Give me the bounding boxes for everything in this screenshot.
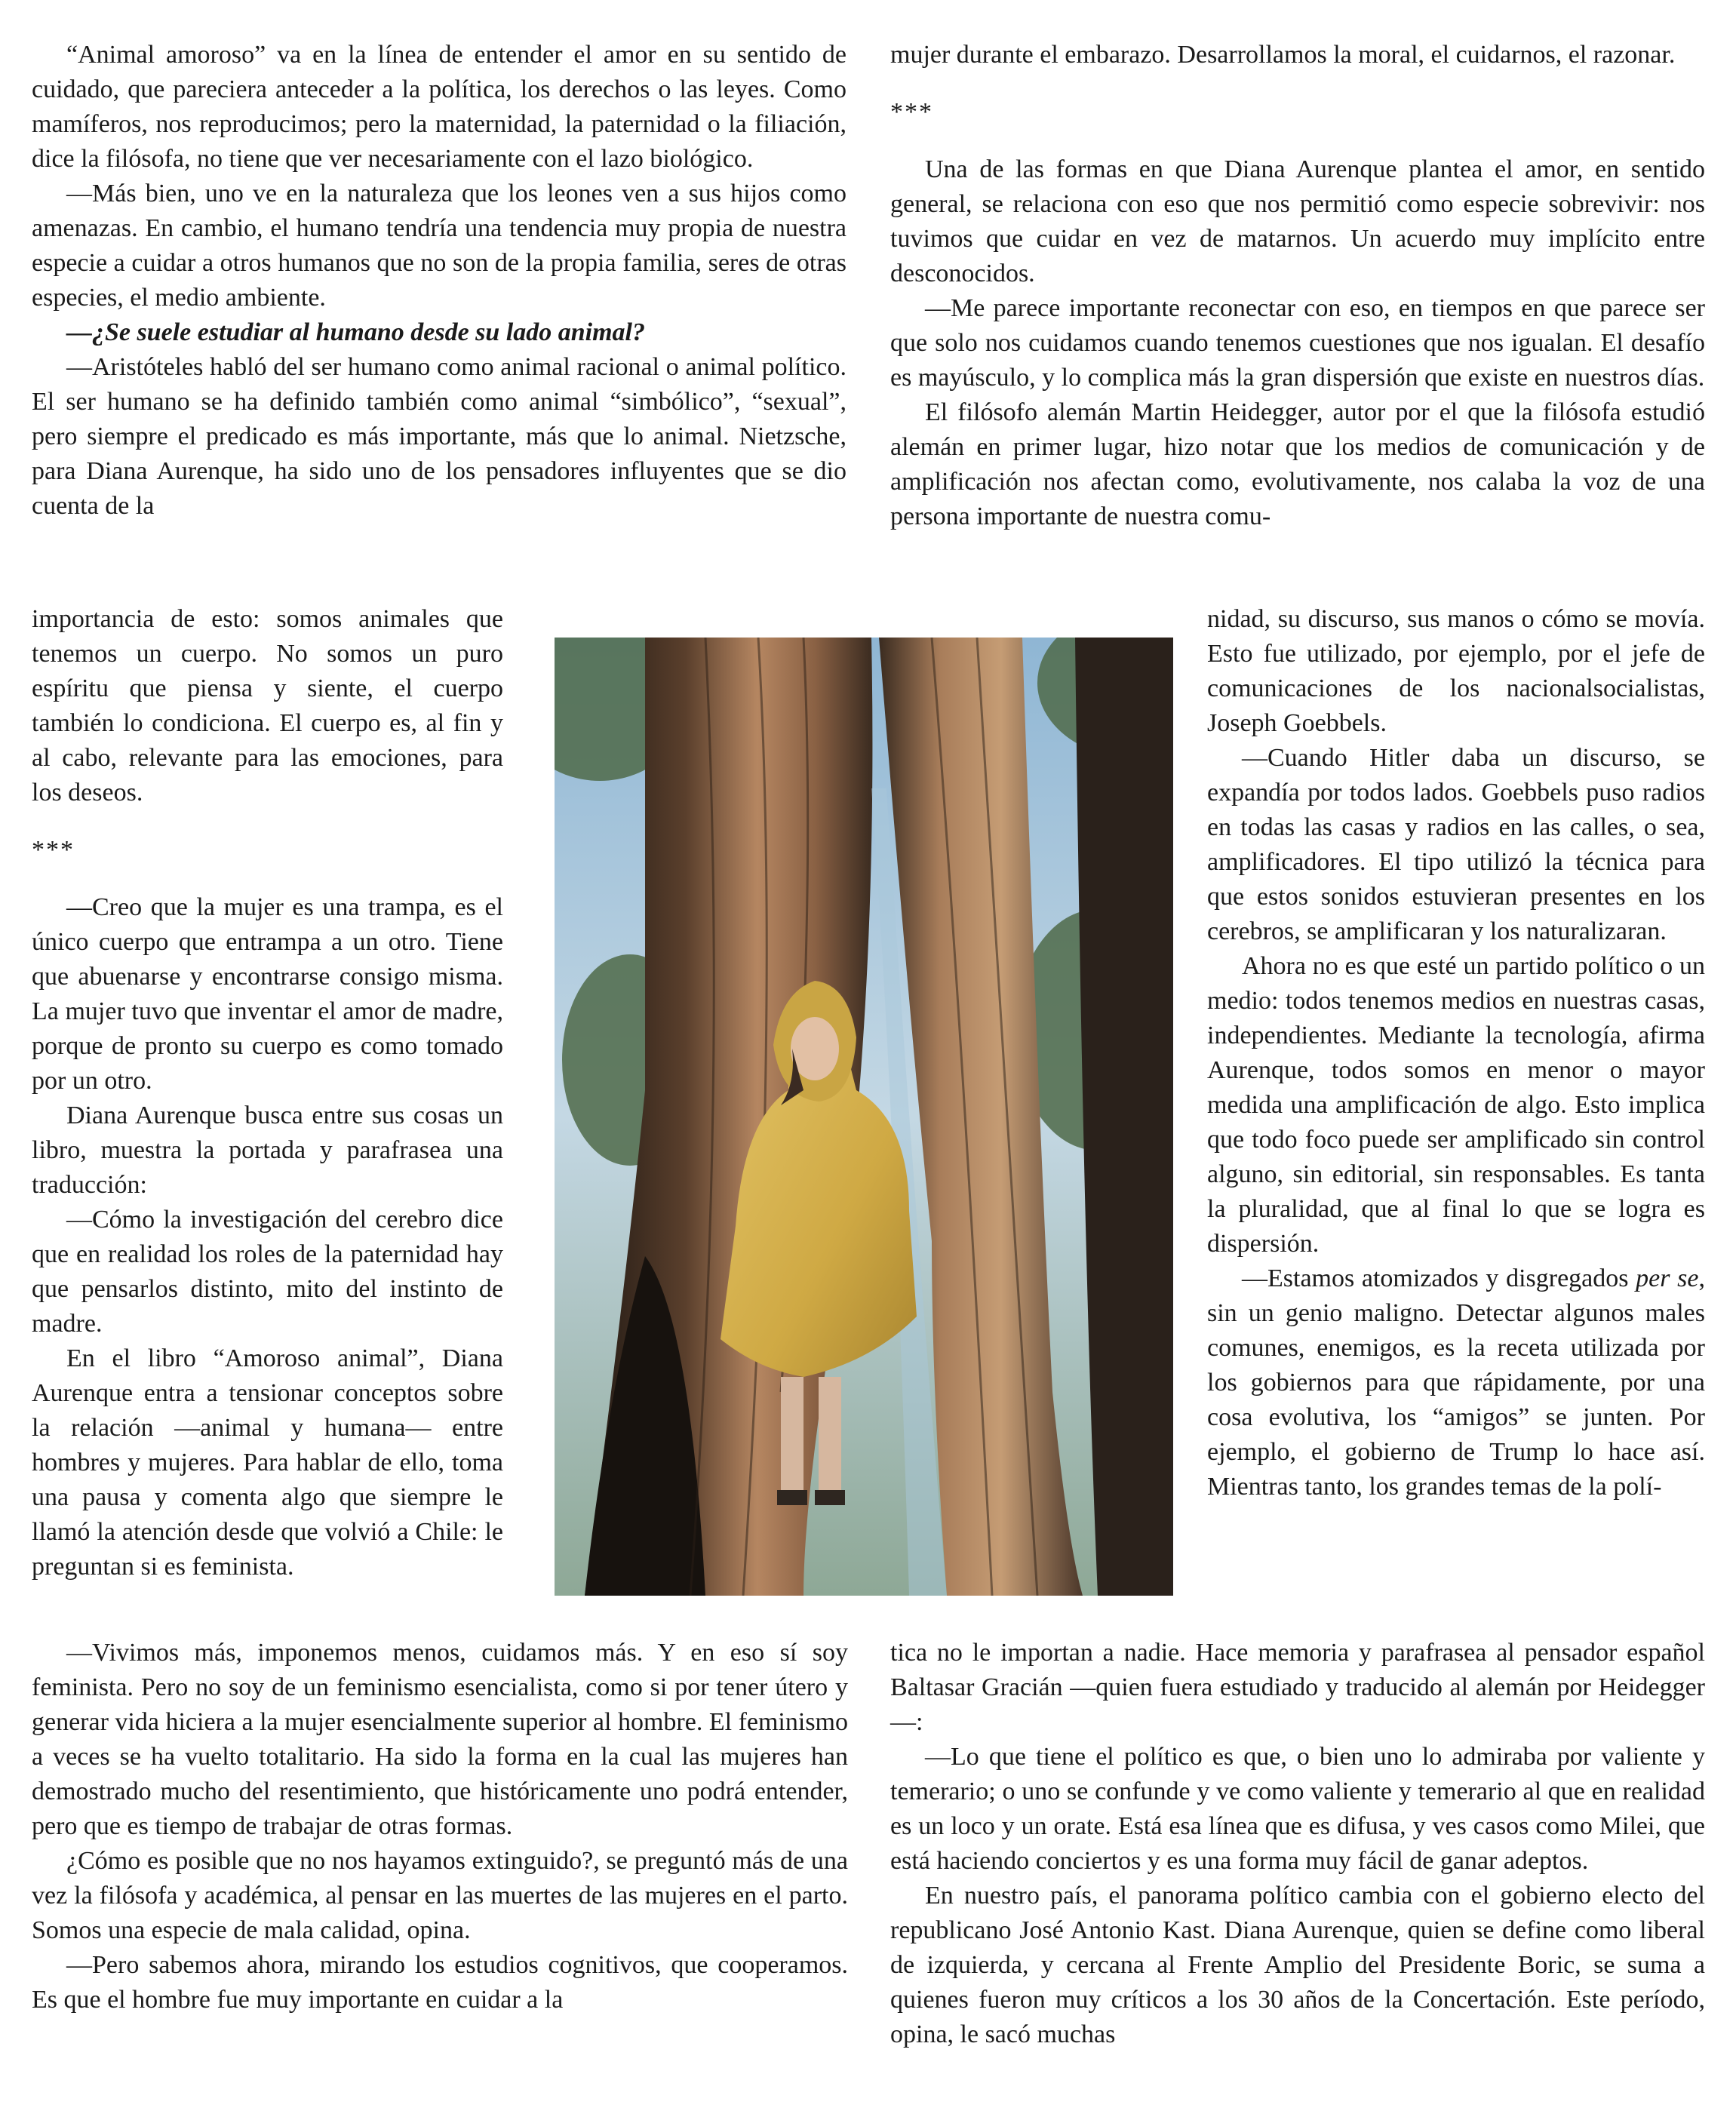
portrait-photo (555, 638, 1173, 1596)
text-run: , sin un genio maligno. Detectar algunos males comunes, enemigos, es la receta utilizada por los gobiernos para que rápidamente, por una cosa evolutiva, los “amigos” se junten. Por ejemplo, el gobierno de Trump lo hace así. Mientras tanto, los grandes temas de la polí- (1207, 1264, 1705, 1501)
left-column-top (32, 38, 846, 524)
right-column-narrow (1207, 602, 1705, 1504)
paragraph: En nuestro país, el panorama político cambia con el gobierno electo del republicano José Antonio Kast. Diana Aurenque, quien se define como liberal de izquierda, y cercana al Frente Amplio del Presidente Boric, se suma a quienes fueron muy críticos a los 30 años de la Concertación. Este período, opina, le sacó muchas (890, 1882, 1705, 2048)
paragraph: “Animal amoroso” va en la línea de entender el amor en su sentido de cuidado, que pareciera anteceder a la política, los derechos o las leyes. Como mamíferos, nos reproducimos; pero la maternidad, la paternidad o la filiación, dice la filósofa, no tiene que ver necesariamente con el lazo biológico. (32, 41, 846, 173)
paragraph: Ahora no es que esté un partido político o un medio: todos tenemos medios en nuestras casas, independientes. Mediante la tecnología, afirma Aurenque, todos somos en menor o mayor medida una amplificación de algo. Esto implica que todo foco puede ser amplificado sin control alguno, sin editorial, sin responsables. Es tanta la pluralidad, que al final lo que se logra es dispersión. (1207, 952, 1705, 1258)
right-column-bottom (890, 1636, 1705, 2052)
paragraph: El filósofo alemán Martin Heidegger, autor por el que la filósofa estudió alemán en primer lugar, hizo notar que los medios de comunicación y de amplificación nos afectan como, evolutivamente, nos calaba la voz de una persona importante de nuestra comu- (890, 398, 1705, 530)
paragraph: tica no le importan a nadie. Hace memoria y parafrasea al pensador español Baltasar Gracián —quien fuera estudiado y traducido al alemán por Heidegger—: (890, 1639, 1705, 1736)
paragraph: —Creo que la mujer es una trampa, es el único cuerpo que entrampa a un otro. Tiene que abuenarse y encontrarse consigo misma. La mujer tuvo que inventar el amor de madre, porque de pronto su cuerpo es como tomado por un otro. (32, 893, 503, 1095)
paragraph: —Me parece importante reconectar con eso, en tiempos en que parece ser que solo nos cuidamos cuando tenemos cuestiones que nos igualan. El desafío es mayúsculo, y lo complica más la gran dispersión que existe en nuestros días. (890, 294, 1705, 392)
left-column-bottom (32, 1636, 848, 2017)
paragraph: —Lo que tiene el político es que, o bien uno lo admiraba por valiente y temerario; o uno se confunde y ve como valiente y temerario al que en realidad es un loco y un orate. Está esa línea que es difusa, y ves casos como Milei, que está haciendo conciertos y es una forma muy fácil de ganar adeptos. (890, 1743, 1705, 1875)
paragraph: —Cuando Hitler daba un discurso, se expandía por todos lados. Goebbels puso radios en todas las casas y radios en las calles, o sea, amplificadores. El tipo utilizó la técnica para que estos sonidos estuvieran presentes en los cerebros, se amplificaran y los naturalizaran. (1207, 744, 1705, 945)
interview-question: —¿Se suele estudiar al humano desde su lado animal? (66, 318, 645, 346)
paragraph: —Más bien, uno ve en la naturaleza que los leones ven a sus hijos como amenazas. En cambio, el humano tendría una tendencia muy propia de nuestra especie a cuidar a otros humanos que no son de la propia familia, seres de otras especies, el medio ambiente. (32, 180, 846, 312)
paragraph: nidad, su discurso, sus manos o cómo se movía. Esto fue utilizado, por ejemplo, por el jefe de comunicaciones de los nacionalsocialistas, Joseph Goebbels. (1207, 605, 1705, 737)
left-column-narrow (32, 602, 503, 1584)
paragraph: —Cómo la investigación del cerebro dice que en realidad los roles de la paternidad hay que pensarlos distinto, mito del instinto de madre. (32, 1206, 503, 1338)
paragraph: Una de las formas en que Diana Aurenque plantea el amor, en sentido general, se relaciona con eso que nos permitió como especie sobrevivir: nos tuvimos que cuidar en vez de matarnos. Un acuerdo muy implícito entre desconocidos. (890, 155, 1705, 287)
text-run: —Estamos atomizados y disgregados (1242, 1264, 1629, 1292)
paragraph: importancia de esto: somos animales que tenemos un cuerpo. No somos un puro espíritu que piensa y siente, el cuerpo también lo condiciona. El cuerpo es, al fin y al cabo, relevante para las emociones, para los deseos. (32, 605, 503, 807)
paragraph: —Pero sabemos ahora, mirando los estudios cognitivos, que cooperamos. Es que el hombre fue muy importante en cuidar a la (32, 1951, 848, 2014)
right-column-top (890, 38, 1705, 534)
section-divider: *** (890, 98, 933, 126)
paragraph: —Vivimos más, imponemos menos, cuidamos más. Y en eso sí soy feminista. Pero no soy de un feminismo esencialista, como si por tener útero y generar vida hiciera a la mujer esencialmente superior al hombre. El feminismo a veces se ha vuelto totalitario. Ha sido la forma en la cual las mujeres han demostrado mucho del resentimiento, que históricamente uno podrá entender, pero que es tiempo de trabajar de otras formas. (32, 1639, 848, 1840)
paragraph: mujer durante el embarazo. Desarrollamos la moral, el cuidarnos, el razonar. (890, 41, 1676, 69)
forest-photo-illustration (555, 638, 1173, 1596)
paragraph: —Aristóteles habló del ser humano como animal racional o animal político. El ser humano se ha definido también como animal “simbólico”, “sexual”, pero siempre el predicado es más importante, más que lo animal. Nietzsche, para Diana Aurenque, ha sido uno de los pensadores influyentes que se dio cuenta de la (32, 353, 846, 520)
paragraph (1207, 1261, 1705, 1504)
italic-term: per se (1636, 1264, 1699, 1292)
paragraph: ¿Cómo es posible que no nos hayamos extinguido?, se preguntó más de una vez la filósofa y académica, al pensar en las muertes de las mujeres en el parto. Somos una especie de mala calidad, opina. (32, 1847, 848, 1944)
section-divider: *** (32, 836, 75, 864)
paragraph: Diana Aurenque busca entre sus cosas un libro, muestra la portada y parafrasea una traducción: (32, 1102, 503, 1199)
paragraph: En el libro “Amoroso animal”, Diana Aurenque entra a tensionar conceptos sobre la relación —animal y humana— entre hombres y mujeres. Para hablar de ello, toma una pausa y comenta algo que siempre le llamó la atención desde que volvió a Chile: le preguntan si es feminista. (32, 1344, 503, 1581)
